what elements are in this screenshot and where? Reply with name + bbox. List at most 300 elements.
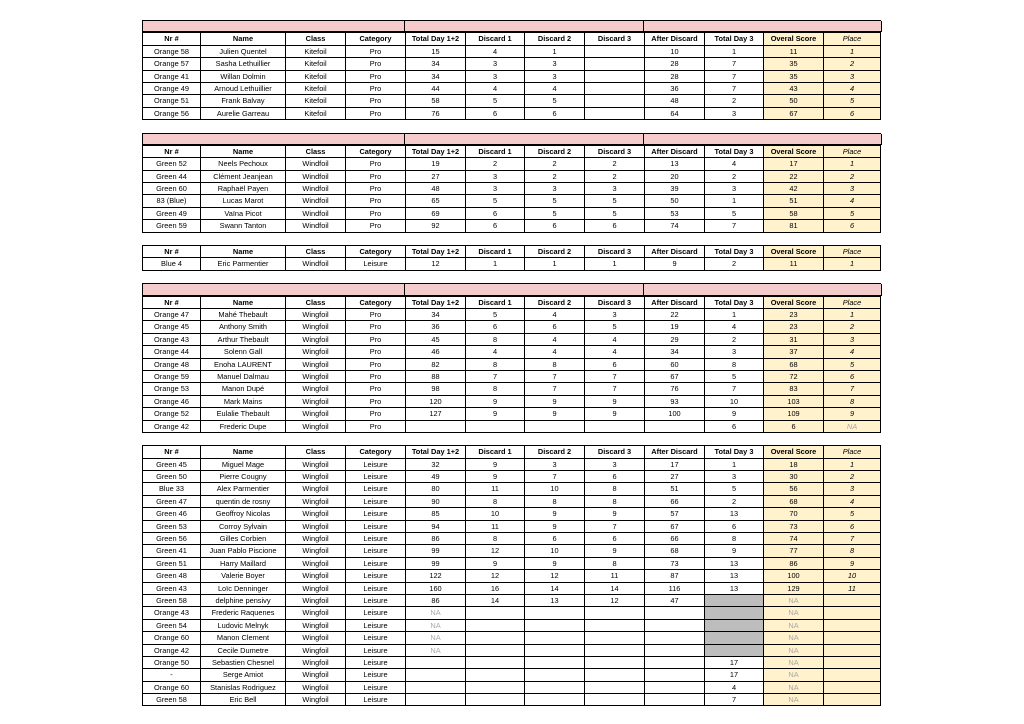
cell-total-day-1-2: 27	[406, 171, 466, 183]
cell-nr: Green 60	[142, 183, 201, 195]
cell-after-discard: 66	[645, 533, 705, 545]
cell-discard-3: 5	[585, 195, 645, 207]
cell-overal-score: 100	[764, 570, 824, 582]
cell-discard-3: 2	[585, 158, 645, 170]
cell-discard-3	[585, 95, 645, 107]
cell-total-day-1-2: 94	[406, 521, 466, 533]
table-row	[142, 669, 881, 681]
header-total-day-3: Total Day 3	[705, 246, 764, 258]
cell-name: Gilles Corbien	[201, 533, 286, 545]
table-row	[142, 321, 881, 333]
cell-name: Anthony Smith	[201, 321, 286, 333]
header-discard-1: Discard 1	[466, 446, 525, 458]
cell-category: Leisure	[346, 508, 406, 520]
cell-place: 6	[824, 108, 881, 120]
cell-total-day-1-2: 80	[406, 483, 466, 495]
cell-name: Eric Bell	[201, 694, 286, 706]
cell-after-discard	[645, 620, 705, 632]
cell-nr: Orange 43	[142, 334, 201, 346]
cell-overal-score: 68	[764, 359, 824, 371]
results-table	[142, 145, 881, 233]
cell-total-day-3: 4	[705, 682, 764, 694]
cell-total-day-1-2: 127	[406, 408, 466, 420]
cell-total-day-1-2: NA	[406, 645, 466, 657]
cell-place: 6	[824, 371, 881, 383]
cell-name: Alex Parmentier	[201, 483, 286, 495]
header-discard-2: Discard 2	[525, 33, 585, 45]
header-after-discard: After Discard	[645, 297, 705, 309]
cell-discard-1: 14	[466, 595, 525, 607]
cell-name: Miguel Mage	[201, 459, 286, 471]
cell-total-day-1-2: 90	[406, 496, 466, 508]
cell-name: Juan Pablo Piscione	[201, 545, 286, 557]
cell-category: Pro	[346, 408, 406, 420]
cell-total-day-3: 1	[705, 46, 764, 58]
cell-place: 9	[824, 558, 881, 570]
header-overal-score: Overal Score	[764, 297, 824, 309]
table-row	[142, 408, 881, 420]
cell-nr: Orange 53	[142, 383, 201, 395]
cell-discard-1: 5	[466, 195, 525, 207]
cell-discard-1: 6	[466, 321, 525, 333]
table-row	[142, 171, 881, 183]
table-row	[142, 570, 881, 582]
cell-category: Leisure	[346, 595, 406, 607]
cell-nr: Green 49	[142, 208, 201, 220]
cell-after-discard: 64	[645, 108, 705, 120]
cell-total-day-1-2	[406, 657, 466, 669]
cell-class: Wingfoil	[286, 682, 346, 694]
cell-name: Eulalie Thebault	[201, 408, 286, 420]
header-name: Name	[201, 297, 286, 309]
cell-overal-score: 67	[764, 108, 824, 120]
cell-class: Wingfoil	[286, 334, 346, 346]
cell-category: Leisure	[346, 682, 406, 694]
cell-total-day-3: 17	[705, 657, 764, 669]
header-discard-1: Discard 1	[466, 33, 525, 45]
cell-class: Windfoil	[286, 183, 346, 195]
cell-after-discard: 73	[645, 558, 705, 570]
header-name: Name	[201, 246, 286, 258]
header-total-day-3: Total Day 3	[705, 297, 764, 309]
table-row	[142, 371, 881, 383]
cell-total-day-3	[705, 620, 764, 632]
cell-total-day-1-2: 86	[406, 595, 466, 607]
cell-class: Wingfoil	[286, 583, 346, 595]
cell-place: 3	[824, 483, 881, 495]
cell-discard-2: 7	[525, 371, 585, 383]
table-row	[142, 383, 881, 395]
cell-after-discard: 17	[645, 459, 705, 471]
cell-place: 5	[824, 95, 881, 107]
cell-place: 6	[824, 521, 881, 533]
header-after-discard: After Discard	[645, 146, 705, 158]
cell-category: Leisure	[346, 632, 406, 644]
header-discard-1: Discard 1	[466, 246, 525, 258]
cell-nr: Green 50	[142, 471, 201, 483]
cell-discard-1	[466, 669, 525, 681]
header-row	[142, 296, 881, 309]
cell-nr: Green 58	[142, 595, 201, 607]
cell-total-day-3: 6	[705, 421, 764, 433]
cell-total-day-3	[705, 595, 764, 607]
cell-discard-1: 6	[466, 108, 525, 120]
cell-discard-1: 3	[466, 58, 525, 70]
cell-discard-1: 8	[466, 359, 525, 371]
cell-total-day-3: 9	[705, 545, 764, 557]
header-category: Category	[346, 146, 406, 158]
cell-discard-1: 11	[466, 483, 525, 495]
cell-overal-score: NA	[764, 682, 824, 694]
cell-total-day-3: 13	[705, 583, 764, 595]
table-row	[142, 694, 881, 706]
cell-total-day-3: 5	[705, 208, 764, 220]
cell-discard-1: 8	[466, 533, 525, 545]
cell-total-day-1-2: 160	[406, 583, 466, 595]
cell-total-day-3: 2	[705, 496, 764, 508]
header-discard-1: Discard 1	[466, 297, 525, 309]
cell-place: 1	[824, 459, 881, 471]
cell-discard-1: 10	[466, 508, 525, 520]
cell-discard-3: 8	[585, 496, 645, 508]
cell-total-day-1-2: 99	[406, 545, 466, 557]
cell-name: delphine pensivy	[201, 595, 286, 607]
table-row	[142, 595, 881, 607]
cell-discard-1	[466, 620, 525, 632]
cell-place: 3	[824, 71, 881, 83]
cell-category: Leisure	[346, 657, 406, 669]
cell-overal-score: 77	[764, 545, 824, 557]
cell-category: Pro	[346, 108, 406, 120]
cell-discard-3: 9	[585, 396, 645, 408]
cell-total-day-1-2	[406, 682, 466, 694]
cell-discard-3: 2	[585, 171, 645, 183]
table-banner	[142, 20, 881, 32]
table-row	[142, 258, 881, 270]
cell-name: Harry Maillard	[201, 558, 286, 570]
cell-total-day-1-2: 120	[406, 396, 466, 408]
cell-total-day-1-2: 82	[406, 359, 466, 371]
cell-discard-3: 7	[585, 383, 645, 395]
cell-class: Wingfoil	[286, 496, 346, 508]
header-class: Class	[286, 33, 346, 45]
cell-discard-3	[585, 108, 645, 120]
cell-overal-score: 22	[764, 171, 824, 183]
cell-discard-2: 5	[525, 195, 585, 207]
header-discard-3: Discard 3	[585, 246, 645, 258]
cell-total-day-1-2: NA	[406, 607, 466, 619]
cell-discard-1: 4	[466, 83, 525, 95]
cell-nr: Orange 48	[142, 359, 201, 371]
cell-discard-2: 4	[525, 83, 585, 95]
cell-nr: Green 41	[142, 545, 201, 557]
cell-overal-score: 43	[764, 83, 824, 95]
cell-total-day-3: 4	[705, 158, 764, 170]
cell-overal-score: 11	[764, 258, 824, 270]
cell-total-day-1-2: 99	[406, 558, 466, 570]
cell-after-discard: 28	[645, 71, 705, 83]
header-place: Place	[824, 246, 881, 258]
cell-discard-3: 6	[585, 471, 645, 483]
cell-class: Kitefoil	[286, 58, 346, 70]
table-banner	[142, 133, 881, 145]
cell-discard-3: 3	[585, 183, 645, 195]
cell-after-discard: 39	[645, 183, 705, 195]
cell-name: Eric Parmentier	[201, 258, 286, 270]
cell-discard-2: 13	[525, 595, 585, 607]
cell-after-discard: 76	[645, 383, 705, 395]
cell-category: Pro	[346, 183, 406, 195]
cell-total-day-3: 13	[705, 558, 764, 570]
cell-category: Leisure	[346, 620, 406, 632]
cell-after-discard: 13	[645, 158, 705, 170]
cell-discard-1	[466, 645, 525, 657]
cell-name: Cecile Dumetre	[201, 645, 286, 657]
table-row	[142, 657, 881, 669]
cell-place: 2	[824, 471, 881, 483]
cell-nr: Blue 4	[142, 258, 201, 270]
cell-place: 2	[824, 321, 881, 333]
cell-class: Wingfoil	[286, 570, 346, 582]
cell-overal-score: NA	[764, 607, 824, 619]
cell-discard-2	[525, 632, 585, 644]
cell-discard-1: 5	[466, 95, 525, 107]
cell-nr: Orange 59	[142, 371, 201, 383]
cell-place	[824, 620, 881, 632]
cell-name: Pierre Cougny	[201, 471, 286, 483]
header-total-day-1-2: Total Day 1+2	[406, 33, 466, 45]
cell-discard-3: 9	[585, 408, 645, 420]
cell-total-day-3: 2	[705, 334, 764, 346]
cell-class: Wingfoil	[286, 471, 346, 483]
cell-category: Leisure	[346, 558, 406, 570]
cell-class: Windfoil	[286, 220, 346, 232]
table-row	[142, 46, 881, 58]
cell-total-day-3: 7	[705, 71, 764, 83]
cell-category: Leisure	[346, 483, 406, 495]
cell-class: Wingfoil	[286, 508, 346, 520]
table-row	[142, 95, 881, 107]
cell-discard-2: 3	[525, 58, 585, 70]
results-table	[142, 32, 881, 120]
cell-place: 9	[824, 408, 881, 420]
cell-total-day-1-2: 76	[406, 108, 466, 120]
cell-category: Pro	[346, 346, 406, 358]
table-row	[142, 545, 881, 557]
header-discard-3: Discard 3	[585, 297, 645, 309]
cell-total-day-3: 5	[705, 371, 764, 383]
cell-total-day-3: 9	[705, 408, 764, 420]
cell-name: Corroy Sylvain	[201, 521, 286, 533]
cell-discard-2: 4	[525, 334, 585, 346]
cell-total-day-1-2: 46	[406, 346, 466, 358]
cell-discard-2: 2	[525, 158, 585, 170]
cell-nr: Orange 49	[142, 83, 201, 95]
cell-class: Wingfoil	[286, 359, 346, 371]
cell-total-day-3: 2	[705, 95, 764, 107]
table-row	[142, 645, 881, 657]
cell-name: Valerie Boyer	[201, 570, 286, 582]
cell-discard-2: 12	[525, 570, 585, 582]
header-discard-3: Discard 3	[585, 446, 645, 458]
cell-nr: Orange 45	[142, 321, 201, 333]
cell-overal-score: NA	[764, 620, 824, 632]
cell-place	[824, 632, 881, 644]
cell-class: Kitefoil	[286, 95, 346, 107]
cell-category: Pro	[346, 71, 406, 83]
cell-name: Enoha LAURENT	[201, 359, 286, 371]
table-row	[142, 533, 881, 545]
cell-category: Leisure	[346, 570, 406, 582]
cell-category: Pro	[346, 334, 406, 346]
cell-after-discard: 67	[645, 371, 705, 383]
cell-total-day-1-2: 65	[406, 195, 466, 207]
cell-nr: Green 47	[142, 496, 201, 508]
cell-after-discard	[645, 694, 705, 706]
cell-after-discard: 29	[645, 334, 705, 346]
header-name: Name	[201, 446, 286, 458]
cell-discard-2: 3	[525, 183, 585, 195]
cell-after-discard: 48	[645, 95, 705, 107]
cell-discard-3	[585, 657, 645, 669]
cell-discard-3: 3	[585, 309, 645, 321]
table-row	[142, 346, 881, 358]
cell-nr: Green 59	[142, 220, 201, 232]
table-row	[142, 459, 881, 471]
table-row	[142, 183, 881, 195]
cell-overal-score: 31	[764, 334, 824, 346]
cell-nr: Green 51	[142, 558, 201, 570]
cell-discard-1: 16	[466, 583, 525, 595]
cell-category: Pro	[346, 421, 406, 433]
cell-total-day-1-2	[406, 669, 466, 681]
table-row	[142, 508, 881, 520]
cell-total-day-1-2: 86	[406, 533, 466, 545]
header-after-discard: After Discard	[645, 33, 705, 45]
cell-discard-3: 7	[585, 521, 645, 533]
cell-category: Pro	[346, 158, 406, 170]
header-discard-2: Discard 2	[525, 246, 585, 258]
cell-place: 7	[824, 383, 881, 395]
cell-discard-3: 8	[585, 558, 645, 570]
cell-discard-2: 6	[525, 220, 585, 232]
cell-nr: Orange 42	[142, 421, 201, 433]
cell-after-discard	[645, 682, 705, 694]
cell-class: Kitefoil	[286, 108, 346, 120]
cell-after-discard: 66	[645, 496, 705, 508]
cell-category: Pro	[346, 359, 406, 371]
cell-discard-3: 4	[585, 346, 645, 358]
cell-overal-score: 11	[764, 46, 824, 58]
cell-overal-score: 129	[764, 583, 824, 595]
cell-place: 3	[824, 334, 881, 346]
cell-total-day-1-2: 19	[406, 158, 466, 170]
cell-total-day-3: 3	[705, 346, 764, 358]
cell-after-discard: 9	[645, 258, 705, 270]
table-row	[142, 195, 881, 207]
cell-name: Lucas Marot	[201, 195, 286, 207]
cell-overal-score: 23	[764, 321, 824, 333]
cell-name: Solenn Gall	[201, 346, 286, 358]
cell-discard-2: 2	[525, 171, 585, 183]
cell-discard-2: 5	[525, 95, 585, 107]
cell-overal-score: 73	[764, 521, 824, 533]
cell-discard-1: 4	[466, 46, 525, 58]
cell-place: 10	[824, 570, 881, 582]
cell-after-discard: 20	[645, 171, 705, 183]
header-nr: Nr #	[142, 246, 201, 258]
cell-place: 5	[824, 208, 881, 220]
cell-nr: Orange 42	[142, 645, 201, 657]
cell-class: Wingfoil	[286, 309, 346, 321]
cell-name: Vaïna Picot	[201, 208, 286, 220]
cell-discard-2: 9	[525, 408, 585, 420]
cell-place	[824, 694, 881, 706]
cell-place	[824, 682, 881, 694]
cell-class: Wingfoil	[286, 421, 346, 433]
cell-name: Manuel Dalmau	[201, 371, 286, 383]
cell-after-discard: 19	[645, 321, 705, 333]
cell-category: Pro	[346, 383, 406, 395]
cell-discard-1: 8	[466, 383, 525, 395]
cell-name: Frank Balvay	[201, 95, 286, 107]
cell-total-day-3: 5	[705, 483, 764, 495]
cell-name: Manon Clement	[201, 632, 286, 644]
cell-overal-score: 35	[764, 71, 824, 83]
cell-discard-2	[525, 669, 585, 681]
cell-place: 8	[824, 396, 881, 408]
cell-discard-1: 9	[466, 408, 525, 420]
cell-overal-score: NA	[764, 669, 824, 681]
results-table	[142, 296, 881, 433]
cell-nr: Orange 58	[142, 46, 201, 58]
cell-discard-2: 4	[525, 346, 585, 358]
cell-overal-score: 42	[764, 183, 824, 195]
cell-place: 2	[824, 58, 881, 70]
cell-nr: Orange 43	[142, 607, 201, 619]
header-overal-score: Overal Score	[764, 446, 824, 458]
cell-discard-2: 9	[525, 521, 585, 533]
table-row	[142, 83, 881, 95]
cell-discard-1: 9	[466, 396, 525, 408]
header-row	[142, 145, 881, 158]
header-nr: Nr #	[142, 146, 201, 158]
cell-discard-1: 9	[466, 471, 525, 483]
cell-total-day-3	[705, 632, 764, 644]
cell-discard-2: 9	[525, 396, 585, 408]
cell-category: Pro	[346, 371, 406, 383]
cell-discard-2: 10	[525, 483, 585, 495]
cell-total-day-3: 1	[705, 459, 764, 471]
cell-total-day-1-2	[406, 421, 466, 433]
cell-total-day-3: 7	[705, 58, 764, 70]
cell-place: 4	[824, 496, 881, 508]
cell-name: Loïc Denninger	[201, 583, 286, 595]
cell-total-day-1-2: 34	[406, 309, 466, 321]
cell-category: Leisure	[346, 521, 406, 533]
cell-total-day-1-2	[406, 694, 466, 706]
table-row	[142, 58, 881, 70]
table-row	[142, 471, 881, 483]
cell-nr: Orange 60	[142, 682, 201, 694]
cell-after-discard	[645, 607, 705, 619]
cell-discard-1: 8	[466, 334, 525, 346]
cell-discard-1: 3	[466, 171, 525, 183]
cell-nr: Green 54	[142, 620, 201, 632]
cell-category: Pro	[346, 396, 406, 408]
header-total-day-1-2: Total Day 1+2	[406, 446, 466, 458]
cell-discard-1: 9	[466, 459, 525, 471]
